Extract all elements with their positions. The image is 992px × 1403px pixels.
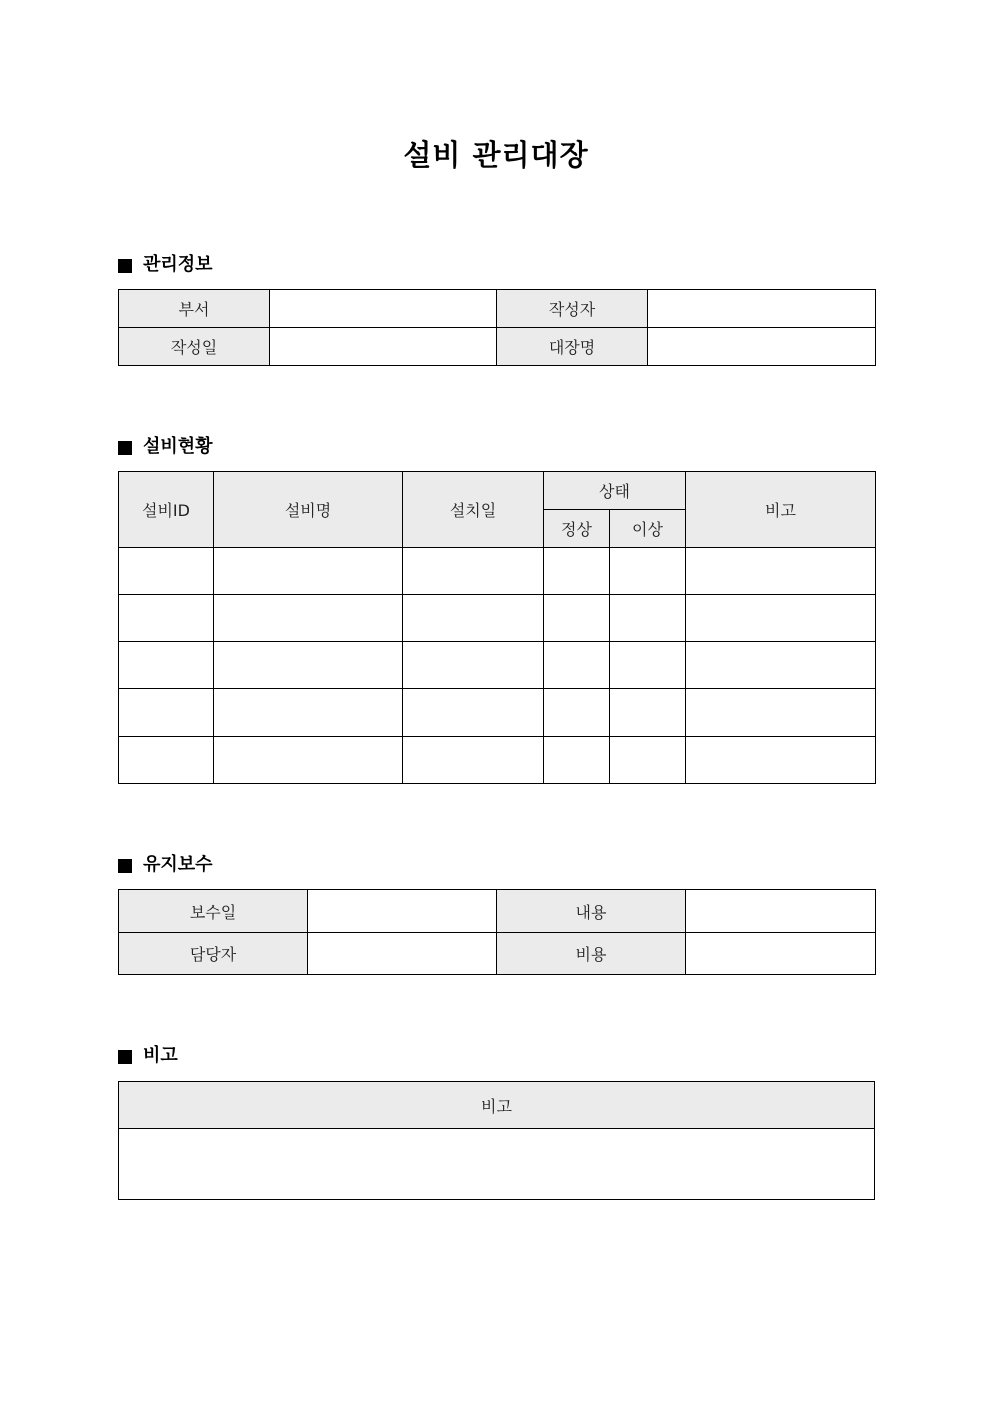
id-cell[interactable] [119, 689, 214, 737]
remarks-cell[interactable] [686, 595, 876, 642]
table-row [119, 737, 876, 784]
label-manager: 담당자 [119, 933, 308, 975]
table-row [119, 548, 876, 595]
column-header-install-date: 설치일 [403, 472, 544, 548]
name-cell[interactable] [214, 548, 403, 595]
remarks-cell[interactable] [686, 737, 876, 784]
black-square-icon [118, 1050, 132, 1064]
section-heading-label: 설비현황 [143, 436, 213, 457]
cost-field[interactable] [686, 933, 876, 975]
name-cell[interactable] [214, 595, 403, 642]
column-header-remarks: 비고 [686, 472, 876, 548]
section-heading-label: 비고 [143, 1045, 178, 1066]
label-content: 내용 [497, 890, 686, 933]
section-heading-remarks [118, 1044, 178, 1068]
remarks-header: 비고 [119, 1082, 875, 1129]
abnormal-cell[interactable] [610, 737, 686, 784]
install-date-cell[interactable] [403, 689, 544, 737]
column-header-id: 설비ID [119, 472, 214, 548]
abnormal-cell[interactable] [610, 642, 686, 689]
remarks-cell[interactable] [686, 642, 876, 689]
repair-date-field[interactable] [308, 890, 497, 933]
section-heading-label: 유지보수 [143, 854, 213, 875]
label-date: 작성일 [119, 328, 270, 366]
section-heading-equipment-status [118, 435, 213, 459]
install-date-cell[interactable] [403, 642, 544, 689]
document-title: 설비 관리대장 [403, 138, 589, 172]
remarks-table [118, 1081, 875, 1200]
name-cell[interactable] [214, 689, 403, 737]
author-field[interactable] [648, 290, 876, 328]
manager-field[interactable] [308, 933, 497, 975]
label-cost: 비용 [497, 933, 686, 975]
content-field[interactable] [686, 890, 876, 933]
department-field[interactable] [270, 290, 497, 328]
date-field[interactable] [270, 328, 497, 366]
black-square-icon [118, 859, 132, 873]
install-date-cell[interactable] [403, 548, 544, 595]
abnormal-cell[interactable] [610, 689, 686, 737]
abnormal-cell[interactable] [610, 595, 686, 642]
normal-cell[interactable] [544, 548, 610, 595]
id-cell[interactable] [119, 548, 214, 595]
remarks-cell[interactable] [686, 689, 876, 737]
table-row [119, 689, 876, 737]
normal-cell[interactable] [544, 689, 610, 737]
maintenance-table [118, 889, 876, 975]
ledger-name-field[interactable] [648, 328, 876, 366]
label-repair-date: 보수일 [119, 890, 308, 933]
normal-cell[interactable] [544, 737, 610, 784]
section-heading-label: 관리정보 [143, 254, 213, 275]
name-cell[interactable] [214, 642, 403, 689]
id-cell[interactable] [119, 595, 214, 642]
management-info-table [118, 289, 876, 366]
label-department: 부서 [119, 290, 270, 328]
name-cell[interactable] [214, 737, 403, 784]
black-square-icon [118, 441, 132, 455]
normal-cell[interactable] [544, 595, 610, 642]
abnormal-cell[interactable] [610, 548, 686, 595]
equipment-status-table [118, 471, 876, 784]
column-header-abnormal: 이상 [610, 510, 686, 548]
label-ledger-name: 대장명 [497, 328, 648, 366]
section-heading-management-info [118, 253, 213, 277]
normal-cell[interactable] [544, 642, 610, 689]
section-heading-maintenance [118, 853, 213, 877]
label-author: 작성자 [497, 290, 648, 328]
remarks-cell[interactable] [686, 548, 876, 595]
table-row [119, 595, 876, 642]
install-date-cell[interactable] [403, 737, 544, 784]
id-cell[interactable] [119, 737, 214, 784]
column-header-name: 설비명 [214, 472, 403, 548]
id-cell[interactable] [119, 642, 214, 689]
column-header-status: 상태 [544, 472, 686, 510]
column-header-normal: 정상 [544, 510, 610, 548]
remarks-field[interactable] [119, 1129, 875, 1200]
table-row [119, 642, 876, 689]
black-square-icon [118, 259, 132, 273]
install-date-cell[interactable] [403, 595, 544, 642]
